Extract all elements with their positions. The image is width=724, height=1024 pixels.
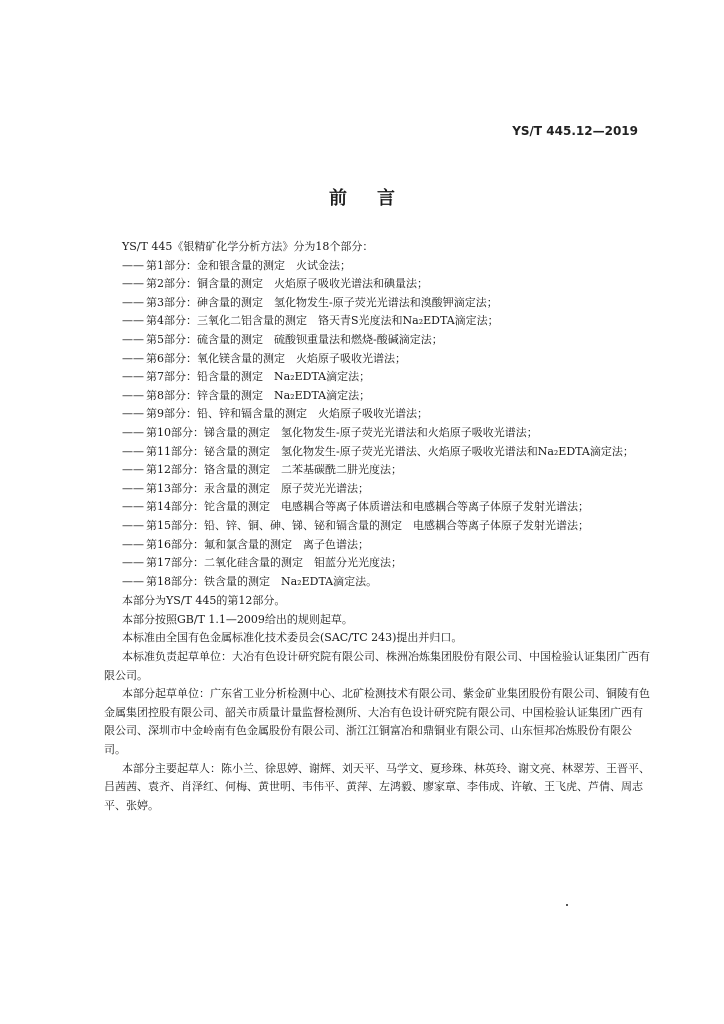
- page-title: 前言: [329, 188, 425, 209]
- list-dash: ——: [122, 556, 144, 570]
- list-item: [104, 405, 652, 424]
- list-dash: ——: [122, 574, 144, 588]
- list-item: [104, 312, 652, 331]
- list-item: [104, 498, 652, 517]
- list-item: [104, 331, 652, 350]
- paragraph-responsible-drafters: 本标准负责起草单位：大冶有色设计研究院有限公司、株洲冶炼集团股份有限公司、中国检验认证集团广西有限公司。: [104, 650, 650, 682]
- list-dash: ——: [122, 425, 144, 439]
- list-item-text: 第3部分：砷含量的测定 氢化物发生-原子荧光光谱法和溴酸钾滴定法；: [146, 295, 498, 309]
- paragraph-main-drafters: 本部分主要起草人：陈小兰、徐思婷、谢辉、刘天平、马学文、夏珍珠、林英玲、谢文亮、林翠芳、王晋平、吕茜茜、袁齐、肖泽红、何梅、黄世明、韦伟平、黄萍、左鸿毅、廖家章、李伟成、许敏、王飞虎、芦倩、周志平、张婷。: [104, 761, 650, 812]
- list-item: [104, 387, 652, 406]
- list-item-text: 第14部分：铊含量的测定 电感耦合等离子体质谱法和电感耦合等离子体原子发射光谱法；: [146, 500, 589, 514]
- list-item-text: 第4部分：三氧化二铝含量的测定 铬天青S光度法和Na₂EDTA滴定法；: [146, 314, 499, 328]
- paragraph-proposer: 本标准由全国有色金属标准化技术委员会(SAC/TC 243)提出并归口。: [122, 631, 463, 645]
- list-dash: ——: [122, 351, 144, 365]
- list-item-text: 第8部分：锌含量的测定 Na₂EDTA滴定法；: [146, 388, 371, 402]
- paragraph-drafting-units: 本部分起草单位：广东省工业分析检测中心、北矿检测技术有限公司、紫金矿业集团股份有限公司、铜陵有色金属集团控股有限公司、韶关市质量计量监督检测所、大冶有色设计研究院有限公司、中国检验认证集团广西有限公司、深圳市中金岭南有色金属股份有限公司、浙江江铜富冶和鼎铜业有限公司、山东恒邦冶炼股份有限公司。: [104, 687, 650, 757]
- scan-speck: [566, 904, 568, 906]
- list-item-text: 第17部分：二氧化硅含量的测定 钼蓝分光光度法；: [146, 556, 402, 570]
- intro-line: YS/T 445《银精矿化学分析方法》分为18个部分：: [122, 240, 374, 253]
- list-item: [104, 517, 652, 536]
- list-dash: ——: [122, 388, 144, 402]
- list-item-text: 第6部分：氧化镁含量的测定 火焰原子吸收光谱法；: [146, 351, 406, 365]
- list-item: [104, 573, 652, 592]
- list-dash: ——: [122, 518, 144, 532]
- list-item-text: 第16部分：氟和氯含量的测定 离子色谱法；: [146, 537, 369, 551]
- list-item-text: 第5部分：硫含量的测定 硫酸钡重量法和燃烧-酸碱滴定法；: [146, 332, 443, 346]
- list-dash: ——: [122, 314, 144, 328]
- list-item-text: 第13部分：汞含量的测定 原子荧光光谱法；: [146, 481, 369, 495]
- list-dash: ——: [122, 500, 144, 514]
- paragraph-part-number: 本部分为YS/T 445的第12部分。: [122, 594, 286, 608]
- list-item: [104, 480, 652, 499]
- list-item: [104, 536, 652, 555]
- list-item: [104, 257, 652, 276]
- list-dash: ——: [122, 537, 144, 551]
- list-item: [104, 275, 652, 294]
- list-dash: ——: [122, 258, 144, 272]
- list-item: [104, 350, 652, 369]
- list-item-text: 第10部分：锑含量的测定 氢化物发生-原子荧光光谱法和火焰原子吸收光谱法；: [146, 425, 538, 439]
- parts-list: [104, 257, 652, 592]
- list-item: [104, 424, 652, 443]
- list-dash: ——: [122, 444, 144, 458]
- list-item-text: 第1部分：金和银含量的测定 火试金法；: [146, 258, 351, 272]
- standard-code: YS/T 445.12—2019: [512, 124, 638, 138]
- list-item: [104, 443, 652, 462]
- document-body: [104, 238, 652, 815]
- list-item: [104, 461, 652, 480]
- list-item-text: 第11部分：铋含量的测定 氢化物发生-原子荧光光谱法、火焰原子吸收光谱法和Na₂EDTA滴定法；: [146, 444, 634, 458]
- list-dash: ——: [122, 407, 144, 421]
- list-dash: ——: [122, 277, 144, 291]
- list-dash: ——: [122, 332, 144, 346]
- list-item-text: 第12部分：铬含量的测定 二苯基碳酰二肼光度法；: [146, 463, 402, 477]
- list-item: [104, 554, 652, 573]
- list-item-text: 第7部分：铅含量的测定 Na₂EDTA滴定法；: [146, 370, 371, 384]
- list-item: [104, 368, 652, 387]
- list-item-text: 第15部分：铅、锌、铜、砷、锑、铋和镉含量的测定 电感耦合等离子体原子发射光谱法；: [146, 518, 589, 532]
- list-dash: ——: [122, 481, 144, 495]
- list-dash: ——: [122, 370, 144, 384]
- list-item: [104, 294, 652, 313]
- list-item-text: 第18部分：铁含量的测定 Na₂EDTA滴定法。: [146, 574, 378, 588]
- list-dash: ——: [122, 295, 144, 309]
- list-item-text: 第9部分：铅、锌和镉含量的测定 火焰原子吸收光谱法；: [146, 407, 428, 421]
- list-dash: ——: [122, 463, 144, 477]
- list-item-text: 第2部分：铜含量的测定 火焰原子吸收光谱法和碘量法；: [146, 277, 428, 291]
- paragraph-drafting-rules: 本部分按照GB/T 1.1—2009给出的规则起草。: [122, 612, 353, 626]
